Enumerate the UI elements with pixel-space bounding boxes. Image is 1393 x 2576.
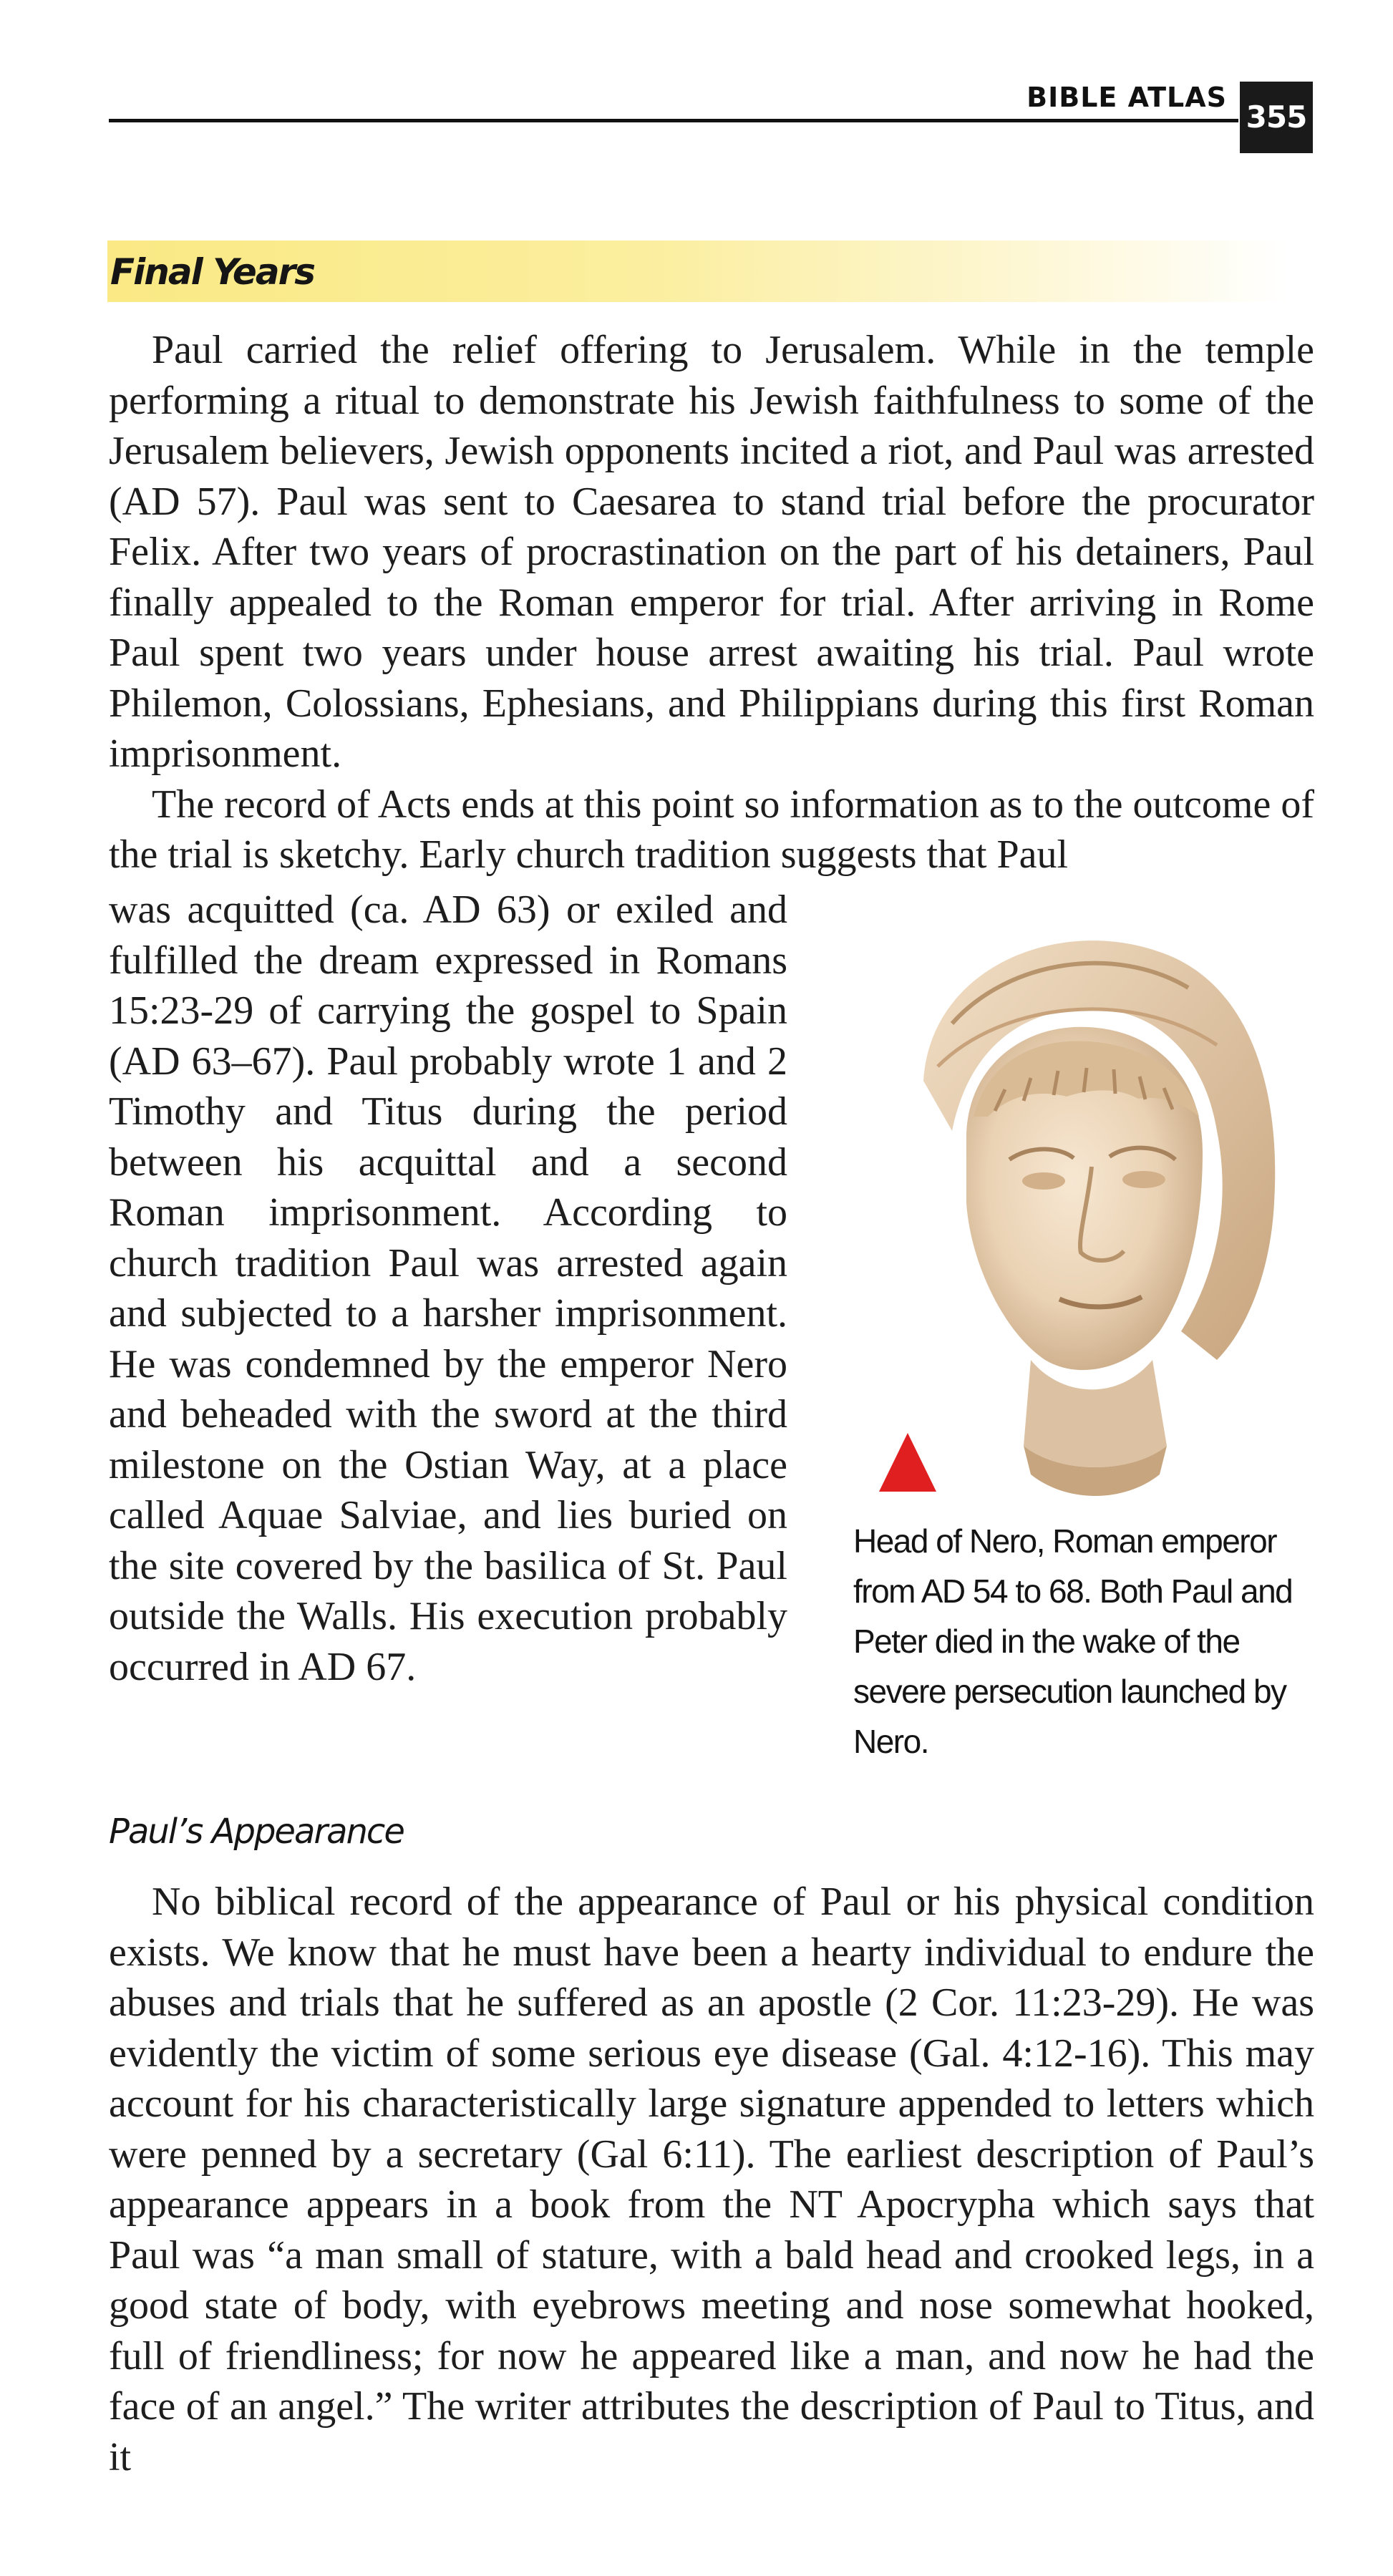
subheading-pauls-appearance: Paul’s Appearance bbox=[109, 1812, 404, 1852]
paragraph-relief-offering: Paul carried the relief offering to Jerusalem. While in the temple performing a ritual to demonstrate his Jewish faithfulness to some of the Jerusalem believers, Jewish opponents incited a riot, and Paul was arrested (AD 57). Paul was sent to Caesarea to stand trial before the procurator Felix. After two years of procrastination on the part of his detainers, Paul finally appealed to the Roman emperor for trial. After arriving in Rome Paul spent two years under house arrest awaiting his trial. Paul wrote Philemon, Colossians, Ephesians, and Philippians during this first Roman imprisonment. bbox=[109, 328, 1314, 776]
section-title: Final Years bbox=[110, 251, 315, 293]
paragraph-acquittal: was acquitted (ca. AD 63) or exiled and fulfilled the dream expressed in Romans 15:23-29 of carrying the gospel to Spain (AD 63–67). Paul probably wrote 1 and 2 Timothy and Titus during the period between his acquittal and a second Roman imprisonment. According to church tradition Paul was arrested again and subjected to a harsher imprisonment. He was condemned by the emperor Nero and beheaded with the sword at the third milestone on the Ostian Way, at a place called Aquae Salviae, and lies buried on the site covered by the basilica of St. Paul outside the Walls. His execution probably occurred in AD 67. bbox=[109, 888, 787, 1689]
running-head: BIBLE ATLAS bbox=[1026, 82, 1227, 113]
main-text-column bbox=[109, 325, 1314, 880]
side-text-column bbox=[109, 885, 787, 1692]
page-number: 355 bbox=[1240, 82, 1313, 153]
paragraph-acts-record: The record of Acts ends at this point so information as to the outcome of the trial is sketchy. Early church tradition suggests that Paul bbox=[109, 782, 1314, 877]
header-rule bbox=[109, 119, 1238, 122]
paragraph-appearance: No biblical record of the appearance of Paul or his physical condition exists. We know that he must have been a hearty individual to endure the abuses and trials that he suffered as an apostle (2 Cor. 11:23-29). He was evidently the victim of some serious eye disease (Gal. 4:12-16). This may account for his characteristically large signature appended to letters which were penned by a secretary (Gal 6:11). The earliest description of Paul’s appearance appears in a book from the NT Apocrypha which says that Paul was “a man small of stature, with a bald head and crooked legs, in a good state of body, with eyebrows meeting and nose somewhat hooked, full of friendliness; for now he appeared like a man, and now he had the face of an angel.” The writer attributes the description of Paul to Titus, and it bbox=[109, 1880, 1314, 2479]
figure-caption: Head of Nero, Roman emperor from AD 54 to 68. Both Paul and Peter died in the wake of the severe persecution launched by Nero. bbox=[853, 1522, 1293, 1760]
appearance-text-column bbox=[109, 1877, 1314, 2482]
caption-marker-triangle-icon bbox=[879, 1433, 936, 1492]
